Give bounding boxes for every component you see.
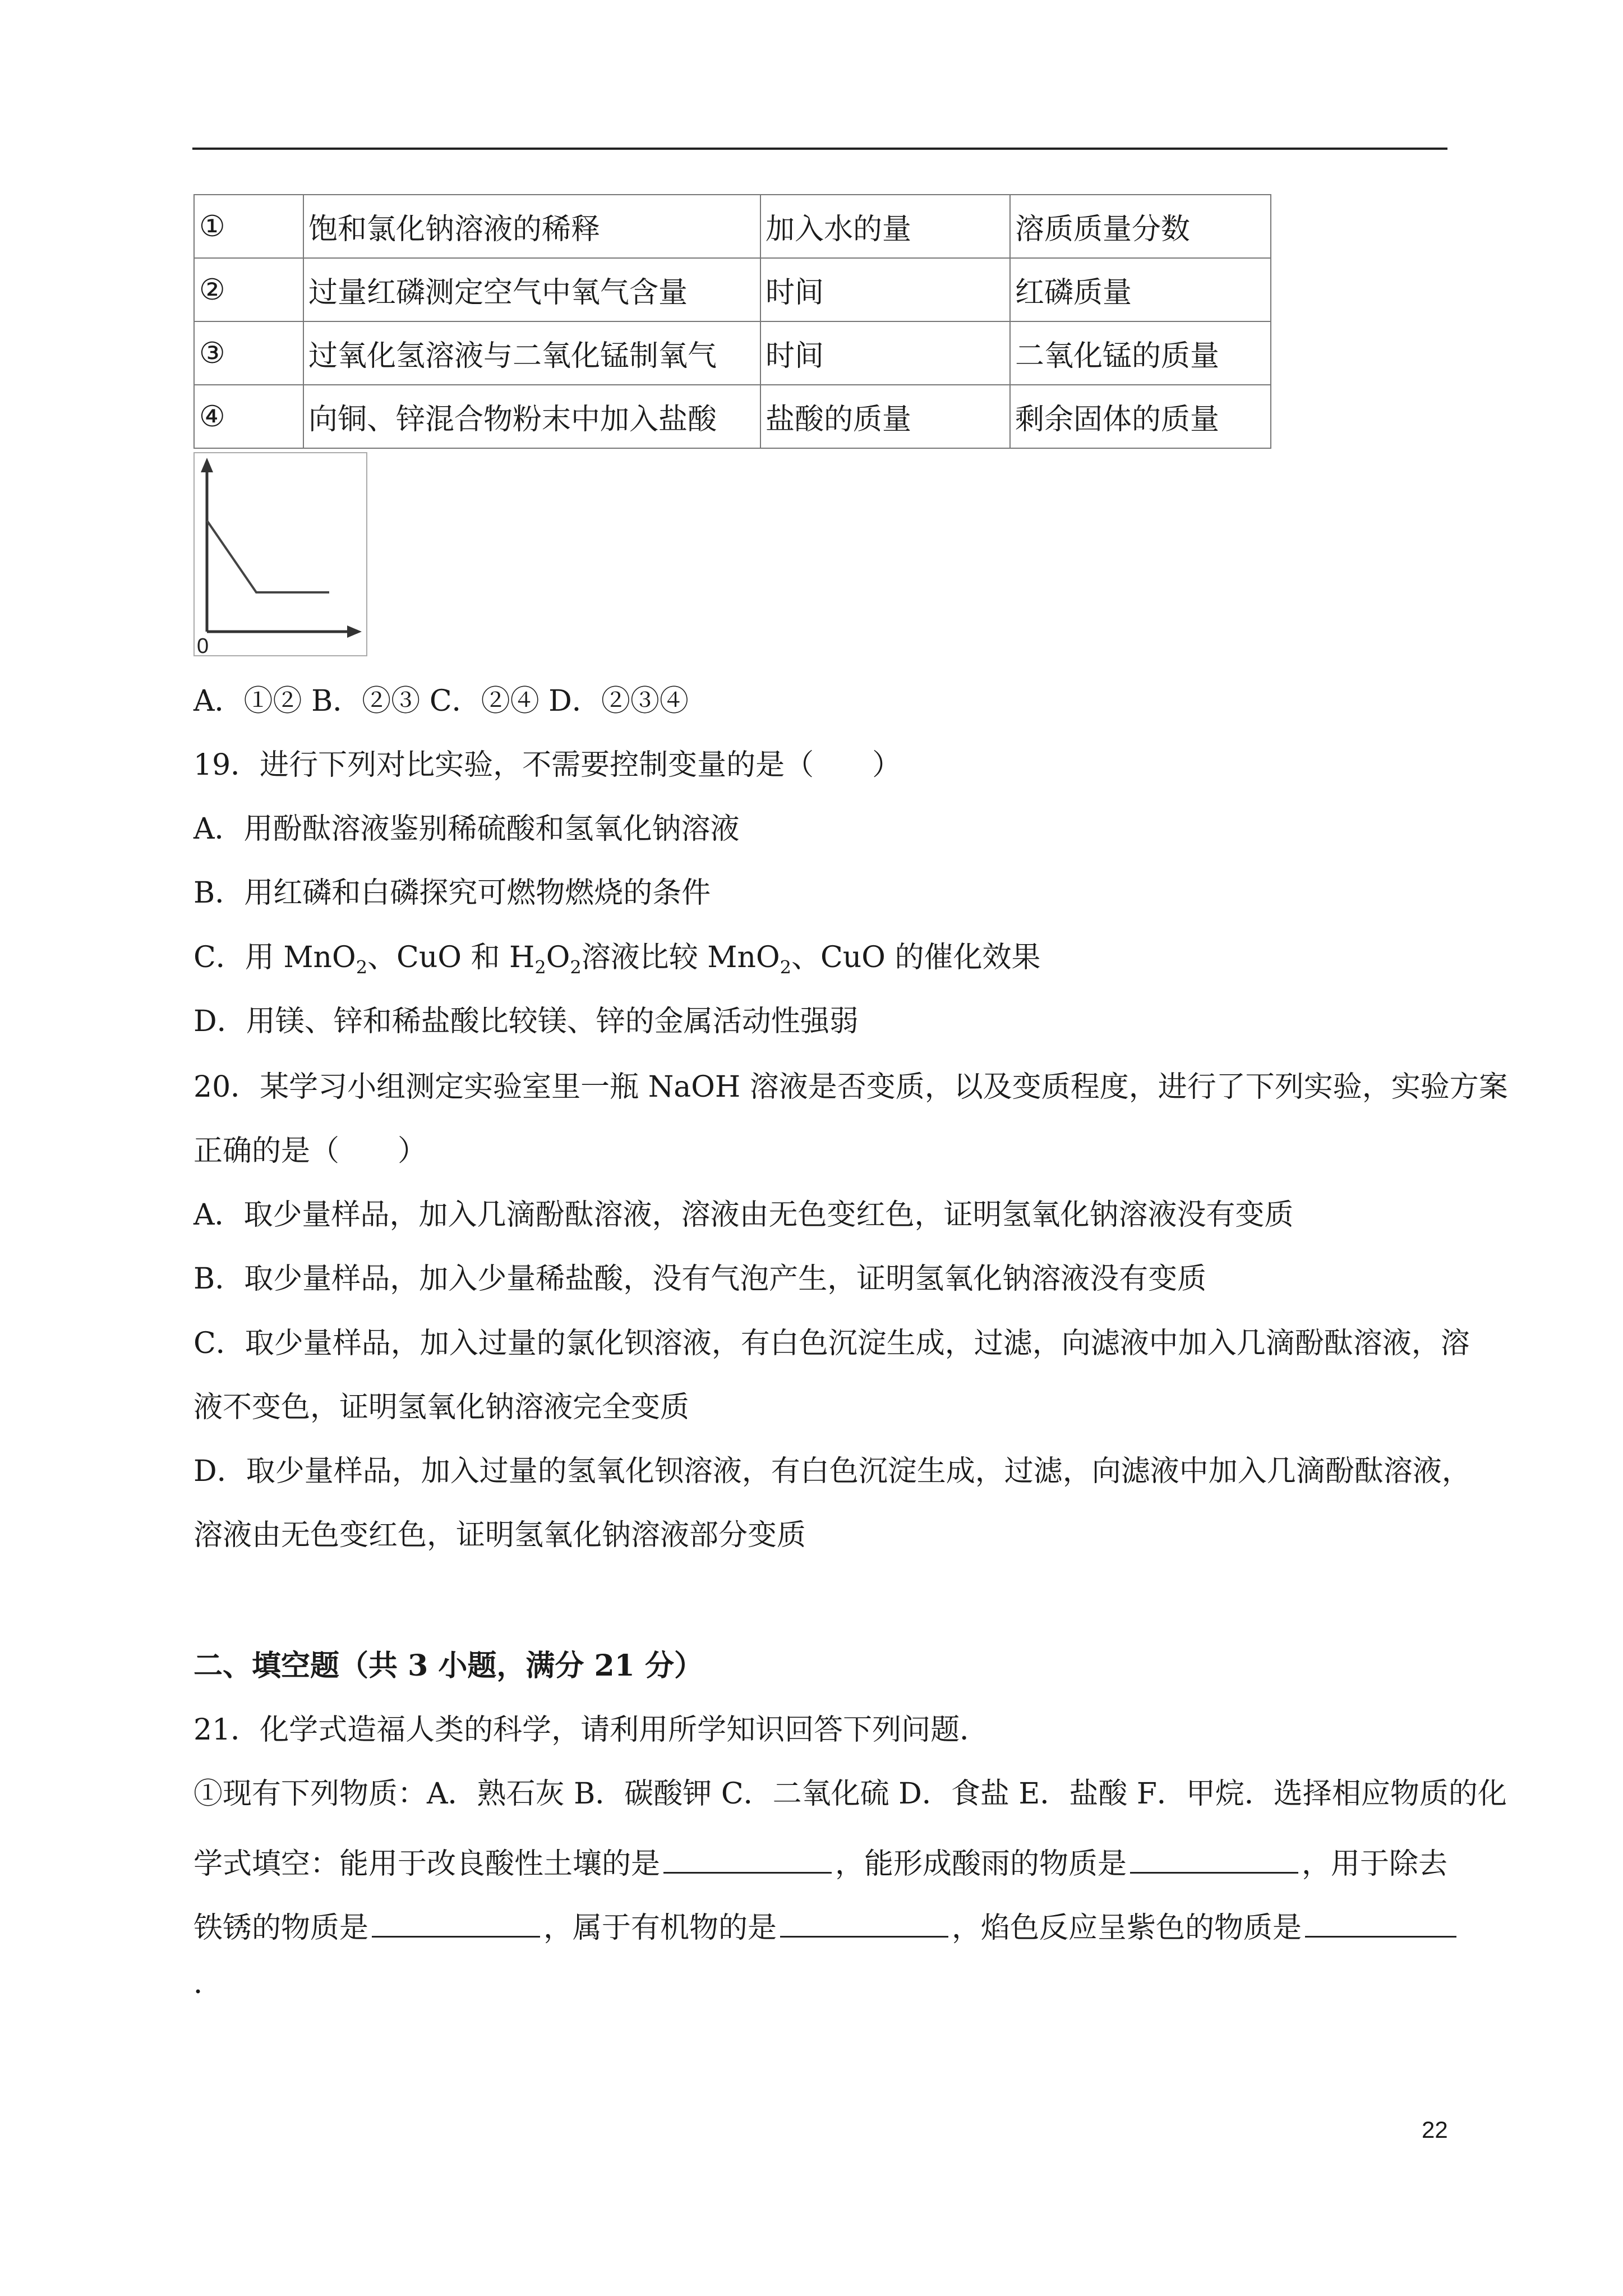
q21-text: ，能形成酸雨的物质是: [835, 1847, 1127, 1881]
q19-c-text: 溶液比较 MnO: [581, 941, 780, 974]
y-variable-cell: 剩余固体的质量: [1010, 385, 1271, 448]
x-variable-cell: 时间: [760, 258, 1010, 321]
q20-stem-line1: 20．某学习小组测定实验室里一瓶 NaOH 溶液是否变质，以及变质程度，进行了下列实验，实验方案: [193, 1070, 1508, 1104]
q20-option-c-line2: 液不变色，证明氢氧化钠溶液完全变质: [193, 1391, 690, 1424]
experiment-cell: 过氧化氢溶液与二氧化锰制氧气: [303, 321, 760, 385]
subscript: 2: [780, 956, 791, 978]
y-variable-cell: 二氧化锰的质量: [1010, 321, 1271, 385]
options-table: [193, 194, 1271, 449]
table-row: [194, 258, 1271, 321]
q19-option-b: B．用红磷和白磷探究可燃物燃烧的条件: [193, 876, 711, 910]
q18-options: A．①② B．②③ C．②④ D．②③④: [193, 684, 689, 718]
q20-option-d-line2: 溶液由无色变红色，证明氢氧化钠溶液部分变质: [193, 1519, 806, 1552]
subscript: 2: [356, 956, 368, 978]
q20-option-a: A．取少量样品，加入几滴酚酞溶液，溶液由无色变红色，证明氢氧化钠溶液没有变质: [193, 1198, 1294, 1232]
q19-c-text: C．用 MnO: [193, 941, 356, 974]
q20-option-b: B．取少量样品，加入少量稀盐酸，没有气泡产生，证明氢氧化钠溶液没有变质: [193, 1262, 1207, 1296]
q21-text: ，属于有机物的是: [543, 1911, 777, 1945]
q19-option-c: [193, 943, 1040, 976]
row-number: ③: [194, 321, 303, 385]
answer-blank[interactable]: [1305, 1908, 1456, 1938]
answer-blank[interactable]: [780, 1908, 948, 1938]
q21-line2: [193, 1844, 1447, 1879]
row-number: ④: [194, 385, 303, 448]
answer-blank[interactable]: [663, 1844, 832, 1874]
q20-option-c-line1: C．取少量样品，加入过量的氯化钡溶液，有白色沉淀生成，过滤，向滤液中加入几滴酚酞溶液，溶: [193, 1327, 1470, 1360]
q19-c-text: O: [546, 941, 570, 974]
q19-c-text: 、CuO 的催化效果: [791, 941, 1041, 974]
y-variable-cell: 溶质质量分数: [1010, 195, 1271, 258]
answer-blank[interactable]: [372, 1908, 540, 1938]
subscript: 2: [570, 956, 582, 978]
table-row: [194, 195, 1271, 258]
graph-svg: [195, 453, 368, 657]
row-number: ②: [194, 258, 303, 321]
table-row: [194, 321, 1271, 385]
q21-text: 铁锈的物质是: [193, 1911, 369, 1945]
sketch-graph: [193, 452, 367, 656]
x-axis-arrow: [347, 625, 362, 638]
answer-blank[interactable]: [1130, 1844, 1298, 1874]
x-variable-cell: 加入水的量: [760, 195, 1010, 258]
q19-option-d: D．用镁、锌和稀盐酸比较镁、锌的金属活动性强弱: [193, 1005, 859, 1038]
q20-stem-line2: 正确的是（ ）: [193, 1134, 427, 1168]
experiment-cell: 饱和氯化钠溶液的稀释: [303, 195, 760, 258]
q21-text: 学式填空：能用于改良酸性土壤的是: [193, 1847, 661, 1881]
section-heading: 二、填空题（共 3 小题，满分 21 分）: [193, 1649, 703, 1683]
header-rule: [192, 148, 1447, 150]
experiment-cell: 向铜、锌混合物粉末中加入盐酸: [303, 385, 760, 448]
row-number: ①: [194, 195, 303, 258]
q21-text: ，用于除去: [1302, 1847, 1448, 1881]
subscript: 2: [534, 956, 546, 978]
y-variable-cell: 红磷质量: [1010, 258, 1271, 321]
q21-stem: 21．化学式造福人类的科学，请利用所学知识回答下列问题．: [193, 1713, 989, 1747]
curve-line: [207, 521, 329, 592]
q20-option-d-line1: D．取少量样品，加入过量的氢氧化钡溶液，有白色沉淀生成，过滤，向滤液中加入几滴酚酞溶液，: [193, 1455, 1471, 1488]
q21-line4: ．: [193, 1967, 223, 2000]
origin-label: 0: [197, 634, 209, 657]
page-number: 22: [1422, 2116, 1448, 2143]
q21-line3: [193, 1908, 1460, 1943]
q19-c-text: 、CuO 和 H: [367, 941, 535, 974]
table-row: [194, 385, 1271, 448]
q19-option-a: A．用酚酞溶液鉴别稀硫酸和氢氧化钠溶液: [193, 812, 740, 846]
x-variable-cell: 时间: [760, 321, 1010, 385]
q21-text: ，焰色反应呈紫色的物质是: [952, 1911, 1302, 1945]
y-axis-arrow: [201, 458, 213, 472]
q21-line1: ①现有下列物质：A．熟石灰 B．碳酸钾 C．二氧化硫 D．食盐 E．盐酸 F．甲烷．选择相应物质的化: [193, 1777, 1507, 1811]
experiment-cell: 过量红磷测定空气中氧气含量: [303, 258, 760, 321]
x-variable-cell: 盐酸的质量: [760, 385, 1010, 448]
q19-stem: 19．进行下列对比实验，不需要控制变量的是（ ）: [193, 748, 902, 782]
